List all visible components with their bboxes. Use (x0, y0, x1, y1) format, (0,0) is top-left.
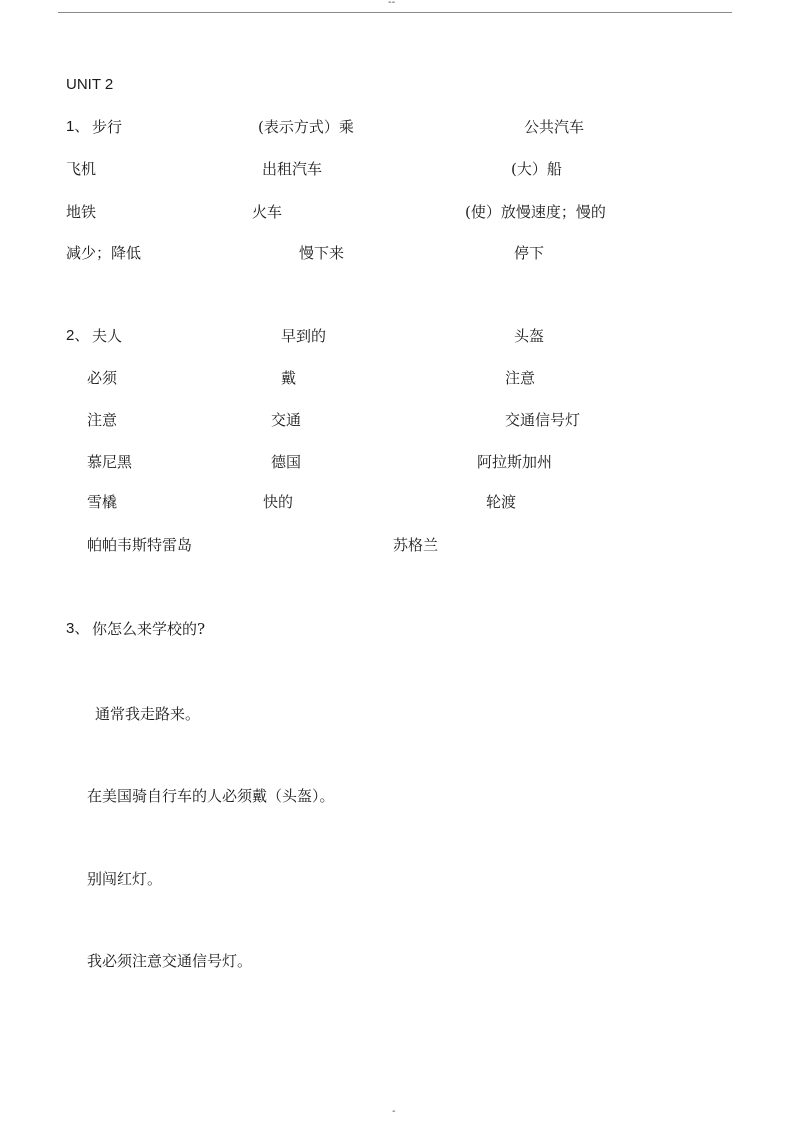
s2-r5-c1: 雪橇 (87, 493, 118, 511)
s1-r3-c2: 火车 (252, 203, 283, 221)
sentence-4: 我必须注意交通信号灯。 (87, 952, 253, 970)
s1-r3-c1: 地铁 (66, 203, 97, 221)
s1-r4-c1: 减少；降低 (66, 244, 142, 262)
s1-r1-c1: 步行 (92, 118, 123, 136)
section2-number: 2、 (66, 327, 90, 344)
s2-r6-c1: 帕帕韦斯特雷岛 (87, 536, 193, 554)
s2-r2-c3: 注意 (505, 369, 536, 387)
s1-r4-c3: 停下 (514, 244, 545, 262)
s2-r2-c2: 戴 (281, 369, 297, 387)
s2-r1-c2: 早到的 (281, 327, 327, 345)
s1-r2-c2: 出租汽车 (262, 160, 323, 178)
s2-r3-c3: 交通信号灯 (505, 411, 581, 429)
section1-number: 1、 (66, 118, 90, 135)
s1-r4-c2: 慢下来 (299, 244, 345, 262)
s1-r1-c3: 公共汽车 (524, 118, 585, 136)
footer-mark: - (392, 1106, 396, 1117)
s2-r4-c2: 德国 (271, 453, 302, 471)
s1-r1-c2: (表示方式）乘 (258, 118, 354, 136)
unit-title: UNIT 2 (66, 76, 114, 93)
header-mark: -- (388, 0, 396, 8)
sentence-3: 别闯红灯。 (87, 870, 163, 888)
section3-number: 3、 (66, 620, 90, 637)
header-rule (58, 12, 732, 13)
s2-r1-c1: 夫人 (92, 327, 123, 345)
s1-r2-c1: 飞机 (66, 160, 97, 178)
s2-r4-c1: 慕尼黑 (87, 453, 133, 471)
s2-r2-c1: 必须 (87, 369, 118, 387)
s2-r1-c3: 头盔 (514, 327, 545, 345)
s2-r3-c1: 注意 (87, 411, 118, 429)
sentence-2: 在美国骑自行车的人必须戴（头盔）。 (87, 787, 335, 805)
sentence-1: 通常我走路来。 (95, 705, 201, 723)
s2-r4-c3: 阿拉斯加州 (477, 453, 553, 471)
s2-r3-c2: 交通 (271, 411, 302, 429)
s2-r5-c2: 快的 (263, 493, 294, 511)
s2-r6-c2: 苏格兰 (393, 536, 439, 554)
s1-r3-c3: (使）放慢速度；慢的 (465, 203, 606, 221)
section3-question: 你怎么来学校的? (92, 620, 206, 638)
s1-r2-c3: (大）船 (511, 160, 562, 178)
s2-r5-c3: 轮渡 (486, 493, 517, 511)
